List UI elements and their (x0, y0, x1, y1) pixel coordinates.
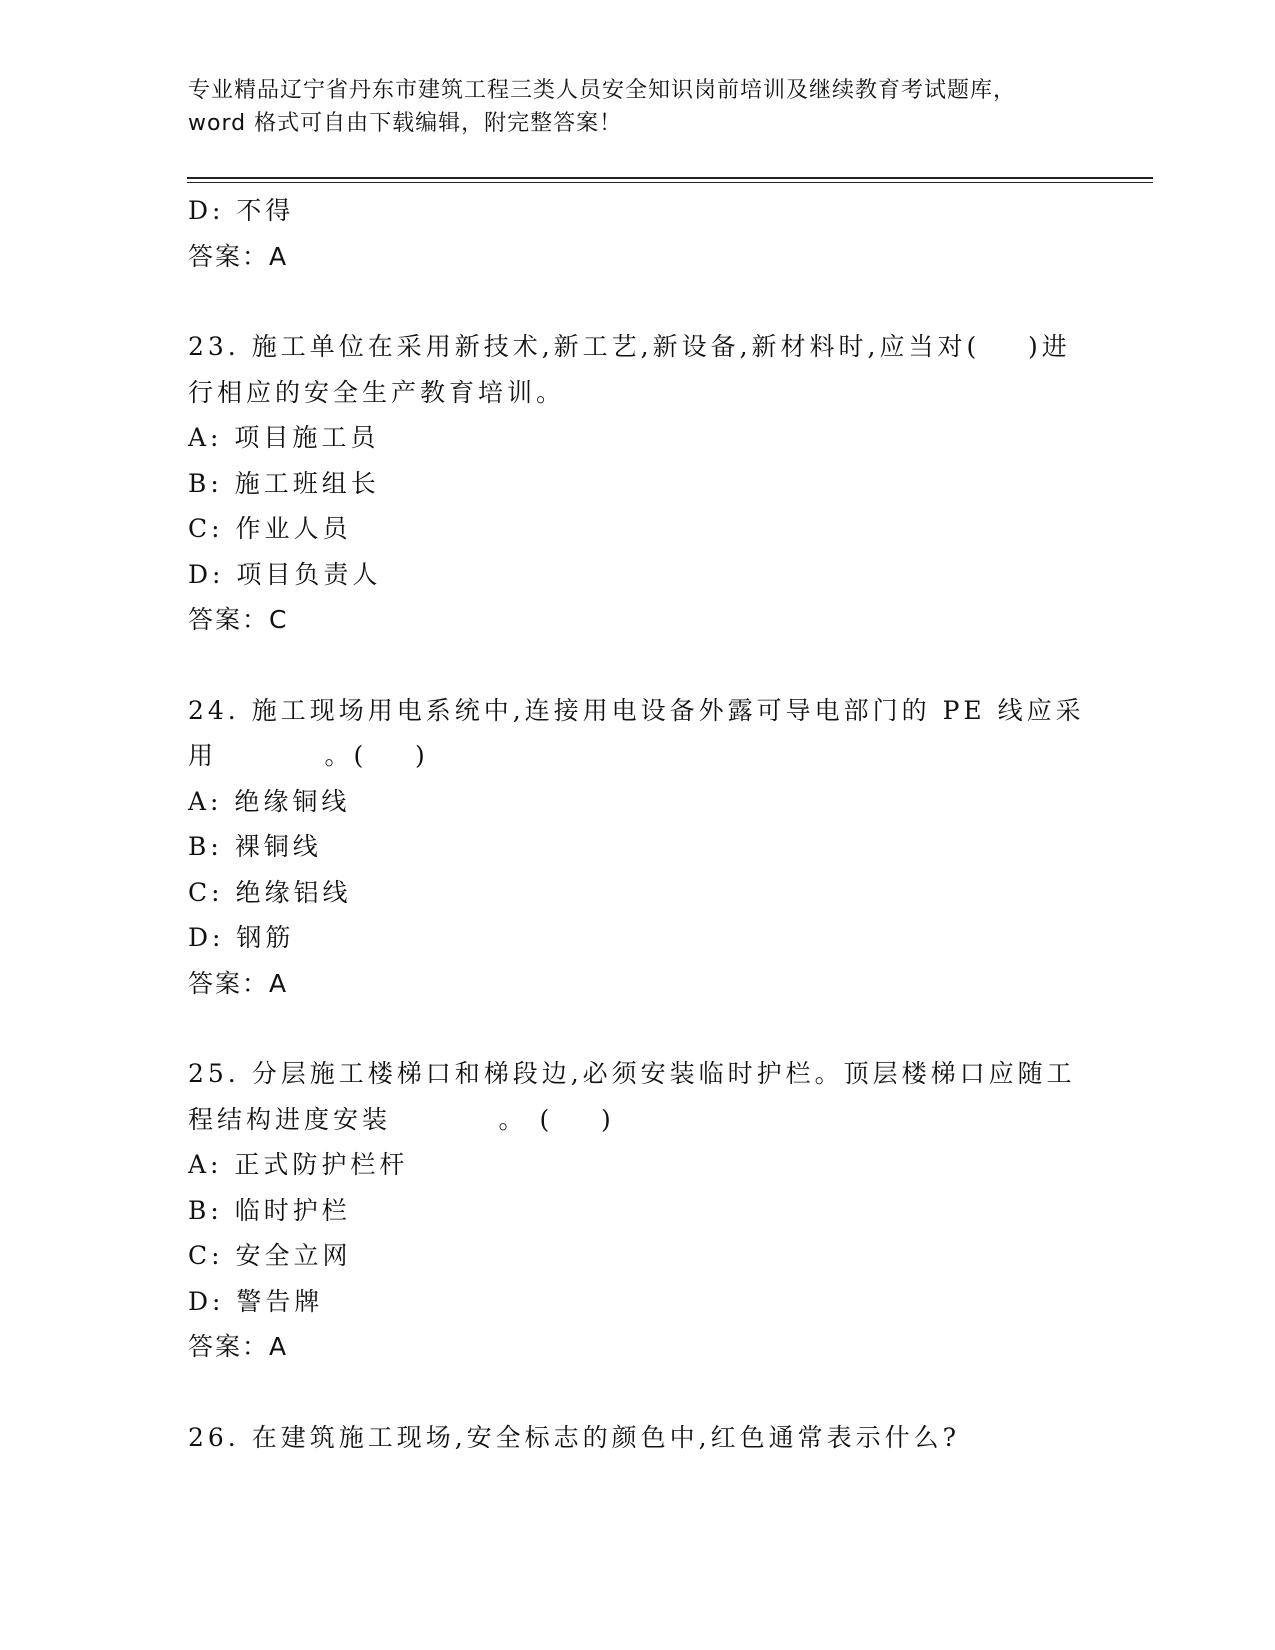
question-text-line-2: 用 。( ) (188, 741, 429, 770)
header-line-1: 专业精品辽宁省丹东市建筑工程三类人员安全知识岗前培训及继续教育考试题库， (188, 78, 1017, 103)
question-text-line-2: 行相应的安全生产教育培训。 (188, 377, 566, 407)
option-b: B: 临时护栏 (188, 1195, 351, 1225)
spacer (188, 1006, 1088, 1051)
option-c: C: 作业人员 (188, 514, 352, 543)
header-line-2: word 格式可自由下载编辑，附完整答案！ (188, 111, 623, 136)
question-text-line-2: 程结构进度安装 。 ( ) (188, 1104, 615, 1134)
option-a: A: 项目施工员 (188, 423, 380, 452)
question-25 (188, 1051, 1088, 1370)
header-divider (187, 177, 1153, 183)
question-text-line-1: 26. 在建筑施工现场,安全标志的颜色中,红色通常表示什么? (188, 1422, 961, 1452)
answer: 答案：C (188, 605, 289, 634)
document-header (188, 74, 1088, 140)
question-text-line-1: 23. 施工单位在采用新技术,新工艺,新设备,新材料时,应当对( )进 (188, 332, 1071, 361)
answer: 答案：A (188, 968, 289, 998)
option-a: A: 绝缘铜线 (188, 786, 351, 816)
option-c: C: 绝缘铝线 (188, 877, 352, 907)
option-b: B: 施工班组长 (188, 468, 380, 498)
prev-question-tail (188, 188, 1088, 279)
question-text-line-1: 24. 施工现场用电系统中,连接用电设备外露可导电部门的 PE 线应采 (188, 695, 1085, 725)
option-b: B: 裸铜线 (188, 832, 322, 861)
question-23 (188, 324, 1088, 643)
option-d: D: 不得 (188, 196, 295, 225)
question-24 (188, 688, 1088, 1007)
answer: 答案：A (188, 241, 289, 271)
question-26 (188, 1415, 1088, 1461)
option-a: A: 正式防护栏杆 (188, 1150, 409, 1179)
document-body (188, 188, 1088, 1460)
spacer (188, 643, 1088, 688)
question-text-line-1: 25. 分层施工楼梯口和梯段边,必须安装临时护栏。顶层楼梯口应随工 (188, 1059, 1076, 1088)
spacer (188, 279, 1088, 324)
option-d: D: 警告牌 (188, 1286, 324, 1316)
option-d: D: 钢筋 (188, 923, 295, 952)
option-c: C: 安全立网 (188, 1241, 352, 1270)
spacer (188, 1370, 1088, 1415)
option-d: D: 项目负责人 (188, 559, 382, 589)
answer: 答案：A (188, 1332, 289, 1361)
